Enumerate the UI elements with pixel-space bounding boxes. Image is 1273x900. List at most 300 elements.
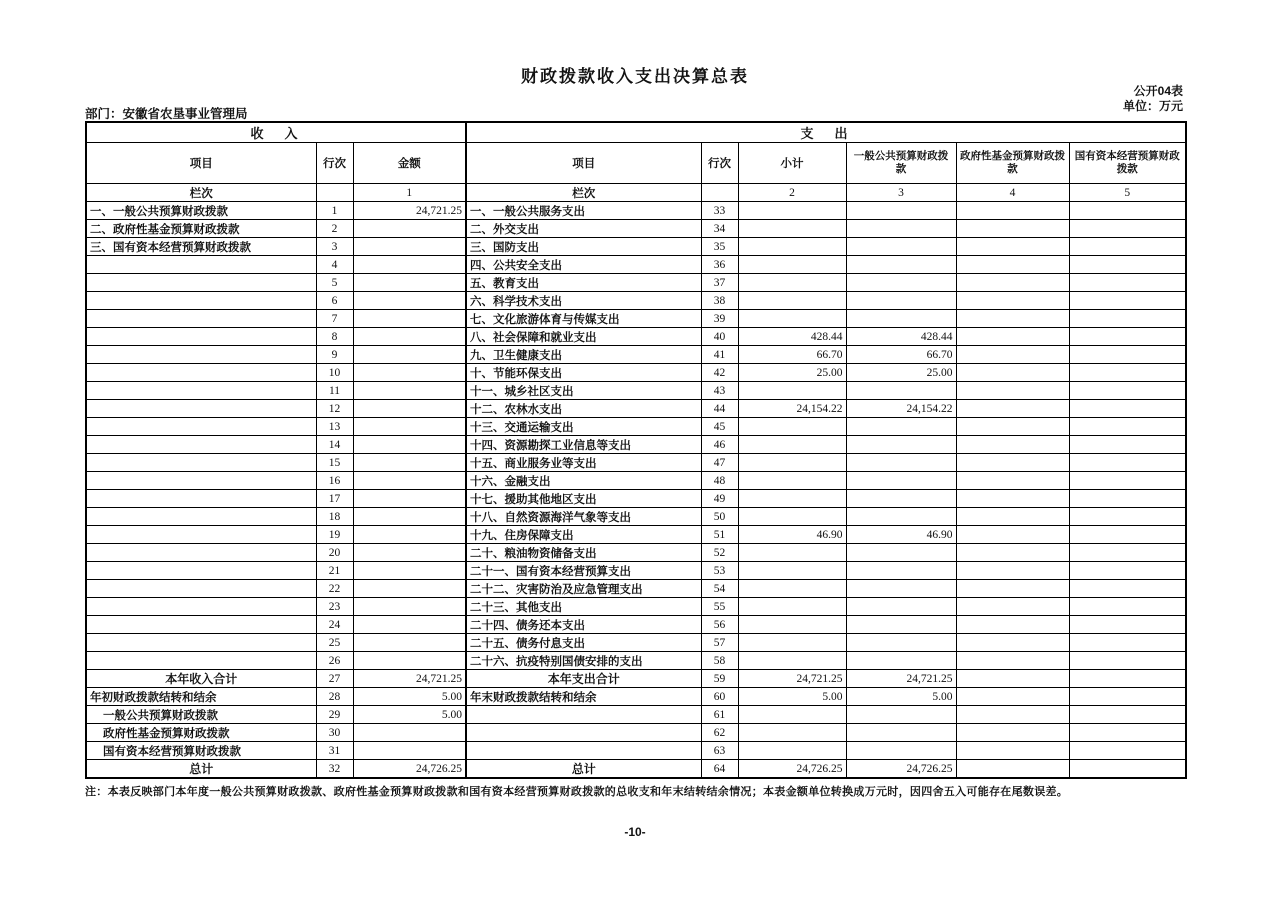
income-amount-cell xyxy=(353,310,466,328)
expense-line-cell: 46 xyxy=(701,436,738,454)
expense-capital-cell xyxy=(1069,580,1186,598)
income-amount-cell xyxy=(353,328,466,346)
expense-fund-cell xyxy=(956,724,1069,742)
income-item-cell xyxy=(86,490,316,508)
table-row xyxy=(86,544,1186,562)
income-amount-cell xyxy=(353,508,466,526)
expense-capital-cell xyxy=(1069,562,1186,580)
income-line-cell: 14 xyxy=(316,436,353,454)
page-content xyxy=(85,0,1185,900)
expense-capital-cell xyxy=(1069,274,1186,292)
expense-fund-cell xyxy=(956,598,1069,616)
expense-fund-cell xyxy=(956,742,1069,760)
expense-general-cell xyxy=(846,724,956,742)
table-row xyxy=(86,562,1186,580)
expense-subtotal-cell xyxy=(738,274,846,292)
expense-item-cell: 二十四、债务还本支出 xyxy=(466,616,701,634)
income-amount-cell: 5.00 xyxy=(353,688,466,706)
expense-fund-cell xyxy=(956,688,1069,706)
expense-fund-cell xyxy=(956,670,1069,688)
income-item-cell xyxy=(86,328,316,346)
expense-line-cell: 44 xyxy=(701,400,738,418)
expense-item-cell: 十七、援助其他地区支出 xyxy=(466,490,701,508)
income-amount-cell xyxy=(353,364,466,382)
expense-general-cell xyxy=(846,634,956,652)
expense-subtotal-cell xyxy=(738,292,846,310)
expense-subtotal-cell: 24,721.25 xyxy=(738,670,846,688)
expense-line-cell: 43 xyxy=(701,382,738,400)
table-row xyxy=(86,400,1186,418)
form-number: 公开04表 xyxy=(1133,84,1183,98)
income-line-cell: 22 xyxy=(316,580,353,598)
income-item-cell xyxy=(86,508,316,526)
expense-general-cell xyxy=(846,706,956,724)
expense-capital-cell xyxy=(1069,760,1186,779)
expense-item-cell: 五、教育支出 xyxy=(466,274,701,292)
income-item-cell: 年初财政拨款结转和结余 xyxy=(86,688,316,706)
income-item-cell: 三、国有资本经营预算财政拨款 xyxy=(86,238,316,256)
income-amount-cell xyxy=(353,742,466,760)
expense-fund-cell xyxy=(956,472,1069,490)
expense-line-cell: 40 xyxy=(701,328,738,346)
expense-capital-cell xyxy=(1069,292,1186,310)
expense-subtotal-cell xyxy=(738,490,846,508)
expense-capital-cell xyxy=(1069,598,1186,616)
column-header-row xyxy=(86,143,1186,184)
expense-index-3: 3 xyxy=(846,184,956,202)
income-line-cell: 10 xyxy=(316,364,353,382)
expense-fund-cell xyxy=(956,634,1069,652)
income-line-cell: 17 xyxy=(316,490,353,508)
expense-index-4: 4 xyxy=(956,184,1069,202)
expense-index-line-blank xyxy=(701,184,738,202)
table-row xyxy=(86,310,1186,328)
expense-line-cell: 48 xyxy=(701,472,738,490)
footnote: 注：本表反映部门本年度一般公共预算财政拨款、政府性基金预算财政拨款和国有资本经营预算财政拨款的总收支和年末结转结余情况；本表金额单位转换成万元时，因四舍五入可能存在尾数误差。 xyxy=(85,786,1069,798)
expense-fund-cell xyxy=(956,292,1069,310)
expense-fund-cell xyxy=(956,652,1069,670)
table-body xyxy=(86,202,1186,779)
income-item-cell xyxy=(86,562,316,580)
income-item-cell xyxy=(86,364,316,382)
expense-item-cell: 二十一、国有资本经营预算支出 xyxy=(466,562,701,580)
expense-item-cell: 二十三、其他支出 xyxy=(466,598,701,616)
expense-general-cell: 24,726.25 xyxy=(846,760,956,779)
expense-capital-header: 国有资本经营预算财政拨款 xyxy=(1069,143,1186,184)
expense-fund-cell xyxy=(956,328,1069,346)
expense-item-cell: 十六、金融支出 xyxy=(466,472,701,490)
expense-capital-cell xyxy=(1069,724,1186,742)
income-amount-cell xyxy=(353,562,466,580)
expense-index-2: 2 xyxy=(738,184,846,202)
expense-line-cell: 47 xyxy=(701,454,738,472)
income-amount-cell xyxy=(353,400,466,418)
expense-line-cell: 37 xyxy=(701,274,738,292)
table-row xyxy=(86,616,1186,634)
expense-subtotal-cell xyxy=(738,706,846,724)
table-row xyxy=(86,670,1186,688)
expense-item-cell: 六、科学技术支出 xyxy=(466,292,701,310)
expense-general-cell: 66.70 xyxy=(846,346,956,364)
table-row xyxy=(86,328,1186,346)
expense-general-cell: 25.00 xyxy=(846,364,956,382)
page-title: 财政拨款收入支出决算总表 xyxy=(521,67,749,86)
expense-general-cell xyxy=(846,544,956,562)
expense-capital-cell xyxy=(1069,634,1186,652)
expense-general-cell: 24,721.25 xyxy=(846,670,956,688)
expense-general-cell xyxy=(846,508,956,526)
table-row xyxy=(86,382,1186,400)
expense-capital-cell xyxy=(1069,490,1186,508)
expense-subtotal-cell xyxy=(738,256,846,274)
expense-subtotal-cell xyxy=(738,598,846,616)
expense-general-cell xyxy=(846,382,956,400)
income-amount-cell xyxy=(353,346,466,364)
table-row xyxy=(86,292,1186,310)
expense-capital-cell xyxy=(1069,472,1186,490)
income-line-cell: 30 xyxy=(316,724,353,742)
table-row xyxy=(86,202,1186,220)
expense-line-cell: 38 xyxy=(701,292,738,310)
expense-line-cell: 36 xyxy=(701,256,738,274)
table-row xyxy=(86,724,1186,742)
income-amount-cell xyxy=(353,490,466,508)
expense-item-header: 项目 xyxy=(466,143,701,184)
expense-item-cell: 二十二、灾害防治及应急管理支出 xyxy=(466,580,701,598)
expense-line-cell: 39 xyxy=(701,310,738,328)
expense-general-cell xyxy=(846,472,956,490)
expense-subtotal-cell: 66.70 xyxy=(738,346,846,364)
expense-line-cell: 61 xyxy=(701,706,738,724)
expense-subtotal-cell xyxy=(738,418,846,436)
income-item-cell xyxy=(86,346,316,364)
table-row xyxy=(86,256,1186,274)
expense-fund-cell xyxy=(956,310,1069,328)
expense-capital-cell xyxy=(1069,508,1186,526)
income-line-cell: 4 xyxy=(316,256,353,274)
expense-capital-cell xyxy=(1069,526,1186,544)
table-row xyxy=(86,508,1186,526)
expense-fund-cell xyxy=(956,220,1069,238)
income-amount-cell xyxy=(353,580,466,598)
expense-line-cell: 45 xyxy=(701,418,738,436)
income-item-cell: 总计 xyxy=(86,760,316,779)
income-item-cell xyxy=(86,256,316,274)
table-row xyxy=(86,436,1186,454)
income-amount-cell xyxy=(353,256,466,274)
expense-subtotal-cell xyxy=(738,652,846,670)
expense-subtotal-header: 小计 xyxy=(738,143,846,184)
expense-capital-cell xyxy=(1069,454,1186,472)
expense-capital-cell xyxy=(1069,544,1186,562)
income-item-cell xyxy=(86,652,316,670)
expense-item-cell: 十八、自然资源海洋气象等支出 xyxy=(466,508,701,526)
expense-capital-cell xyxy=(1069,382,1186,400)
expense-subtotal-cell xyxy=(738,544,846,562)
expense-general-cell xyxy=(846,310,956,328)
column-index-row xyxy=(86,184,1186,202)
expense-general-cell xyxy=(846,256,956,274)
expense-line-cell: 64 xyxy=(701,760,738,779)
expense-subtotal-cell xyxy=(738,238,846,256)
income-line-cell: 23 xyxy=(316,598,353,616)
expense-line-cell: 57 xyxy=(701,634,738,652)
expense-line-cell: 62 xyxy=(701,724,738,742)
expense-capital-cell xyxy=(1069,220,1186,238)
income-item-cell xyxy=(86,436,316,454)
income-line-header: 行次 xyxy=(316,143,353,184)
income-amount-cell xyxy=(353,526,466,544)
table-row xyxy=(86,652,1186,670)
income-line-cell: 32 xyxy=(316,760,353,779)
table-row xyxy=(86,598,1186,616)
expense-line-cell: 58 xyxy=(701,652,738,670)
expense-item-cell: 三、国防支出 xyxy=(466,238,701,256)
expense-general-cell xyxy=(846,490,956,508)
table-row xyxy=(86,634,1186,652)
expense-line-cell: 50 xyxy=(701,508,738,526)
income-item-cell xyxy=(86,400,316,418)
income-item-cell xyxy=(86,418,316,436)
table-row xyxy=(86,418,1186,436)
expense-item-cell: 年末财政拨款结转和结余 xyxy=(466,688,701,706)
income-amount-cell xyxy=(353,634,466,652)
expense-capital-cell xyxy=(1069,688,1186,706)
expense-fund-cell xyxy=(956,256,1069,274)
expense-general-cell xyxy=(846,598,956,616)
expense-line-cell: 55 xyxy=(701,598,738,616)
income-item-cell xyxy=(86,580,316,598)
income-line-cell: 18 xyxy=(316,508,353,526)
expense-subtotal-cell xyxy=(738,202,846,220)
table-row xyxy=(86,688,1186,706)
income-line-cell: 5 xyxy=(316,274,353,292)
table-row xyxy=(86,346,1186,364)
table-row xyxy=(86,274,1186,292)
income-amount-cell xyxy=(353,598,466,616)
expense-item-cell: 二十、粮油物资储备支出 xyxy=(466,544,701,562)
income-amount-cell xyxy=(353,544,466,562)
income-line-cell: 7 xyxy=(316,310,353,328)
income-amount-cell: 24,721.25 xyxy=(353,202,466,220)
expense-item-cell: 一、一般公共服务支出 xyxy=(466,202,701,220)
expense-line-cell: 56 xyxy=(701,616,738,634)
income-item-cell: 一般公共预算财政拨款 xyxy=(86,706,316,724)
expense-capital-cell xyxy=(1069,418,1186,436)
expense-capital-cell xyxy=(1069,256,1186,274)
expense-fund-cell xyxy=(956,346,1069,364)
income-amount-cell xyxy=(353,472,466,490)
expense-line-cell: 53 xyxy=(701,562,738,580)
section-header-row xyxy=(86,122,1186,143)
expense-capital-cell xyxy=(1069,616,1186,634)
expense-line-header: 行次 xyxy=(701,143,738,184)
expense-fund-cell xyxy=(956,544,1069,562)
expense-item-cell: 四、公共安全支出 xyxy=(466,256,701,274)
expense-item-cell: 十四、资源勘探工业信息等支出 xyxy=(466,436,701,454)
income-item-header: 项目 xyxy=(86,143,316,184)
expense-fund-cell xyxy=(956,580,1069,598)
income-line-cell: 27 xyxy=(316,670,353,688)
income-line-cell: 25 xyxy=(316,634,353,652)
expense-line-cell: 42 xyxy=(701,364,738,382)
expense-capital-cell xyxy=(1069,652,1186,670)
expense-subtotal-cell xyxy=(738,508,846,526)
expense-subtotal-cell xyxy=(738,616,846,634)
income-item-cell: 本年收入合计 xyxy=(86,670,316,688)
expense-general-cell xyxy=(846,202,956,220)
income-index-label: 栏次 xyxy=(86,184,316,202)
expense-subtotal-cell xyxy=(738,472,846,490)
expense-subtotal-cell: 24,726.25 xyxy=(738,760,846,779)
income-item-cell xyxy=(86,616,316,634)
income-amount-cell xyxy=(353,292,466,310)
expense-line-cell: 60 xyxy=(701,688,738,706)
income-amount-cell xyxy=(353,724,466,742)
expense-line-cell: 63 xyxy=(701,742,738,760)
table-row xyxy=(86,472,1186,490)
expense-general-cell xyxy=(846,562,956,580)
expense-fund-cell xyxy=(956,202,1069,220)
expense-capital-cell xyxy=(1069,310,1186,328)
expense-line-cell: 54 xyxy=(701,580,738,598)
expense-subtotal-cell: 428.44 xyxy=(738,328,846,346)
income-line-cell: 6 xyxy=(316,292,353,310)
income-line-cell: 21 xyxy=(316,562,353,580)
expense-subtotal-cell xyxy=(738,562,846,580)
expense-item-cell: 十一、城乡社区支出 xyxy=(466,382,701,400)
expense-subtotal-cell xyxy=(738,310,846,328)
income-amount-cell: 24,726.25 xyxy=(353,760,466,779)
income-item-cell xyxy=(86,454,316,472)
income-amount-cell xyxy=(353,454,466,472)
expense-capital-cell xyxy=(1069,328,1186,346)
income-item-cell xyxy=(86,382,316,400)
expense-line-cell: 34 xyxy=(701,220,738,238)
expense-item-cell xyxy=(466,706,701,724)
income-line-cell: 16 xyxy=(316,472,353,490)
expense-index-5: 5 xyxy=(1069,184,1186,202)
expense-subtotal-cell: 46.90 xyxy=(738,526,846,544)
expense-item-cell: 十五、商业服务业等支出 xyxy=(466,454,701,472)
expense-general-cell xyxy=(846,220,956,238)
expense-fund-cell xyxy=(956,760,1069,779)
table-row xyxy=(86,526,1186,544)
expense-subtotal-cell xyxy=(738,724,846,742)
income-line-cell: 1 xyxy=(316,202,353,220)
expense-capital-cell xyxy=(1069,706,1186,724)
expense-subtotal-cell xyxy=(738,220,846,238)
income-amount-cell: 24,721.25 xyxy=(353,670,466,688)
income-item-cell xyxy=(86,634,316,652)
income-item-cell: 国有资本经营预算财政拨款 xyxy=(86,742,316,760)
income-line-cell: 19 xyxy=(316,526,353,544)
expense-fund-cell xyxy=(956,490,1069,508)
expense-item-cell: 二十五、债务付息支出 xyxy=(466,634,701,652)
income-amount-cell: 5.00 xyxy=(353,706,466,724)
income-item-cell xyxy=(86,598,316,616)
expense-fund-cell xyxy=(956,562,1069,580)
income-amount-cell xyxy=(353,418,466,436)
expense-subtotal-cell xyxy=(738,580,846,598)
expense-general-cell xyxy=(846,652,956,670)
income-item-cell xyxy=(86,544,316,562)
expense-fund-cell xyxy=(956,400,1069,418)
expense-fund-cell xyxy=(956,418,1069,436)
expense-line-cell: 51 xyxy=(701,526,738,544)
expense-general-cell xyxy=(846,436,956,454)
income-line-cell: 29 xyxy=(316,706,353,724)
expense-line-cell: 49 xyxy=(701,490,738,508)
table-row xyxy=(86,706,1186,724)
table-row xyxy=(86,760,1186,779)
income-amount-cell xyxy=(353,220,466,238)
expense-capital-cell xyxy=(1069,742,1186,760)
expense-item-cell xyxy=(466,742,701,760)
income-amount-cell xyxy=(353,616,466,634)
expense-subtotal-cell xyxy=(738,436,846,454)
income-amount-cell xyxy=(353,382,466,400)
income-item-cell: 二、政府性基金预算财政拨款 xyxy=(86,220,316,238)
expense-fund-cell xyxy=(956,382,1069,400)
income-item-cell xyxy=(86,292,316,310)
income-line-cell: 11 xyxy=(316,382,353,400)
department-label: 部门：安徽省农垦事业管理局 xyxy=(85,107,248,121)
expense-general-cell xyxy=(846,454,956,472)
table-row xyxy=(86,238,1186,256)
income-line-cell: 28 xyxy=(316,688,353,706)
expense-item-cell: 二、外交支出 xyxy=(466,220,701,238)
income-line-cell: 12 xyxy=(316,400,353,418)
expense-general-cell xyxy=(846,742,956,760)
income-line-cell: 8 xyxy=(316,328,353,346)
expense-line-cell: 52 xyxy=(701,544,738,562)
table-row xyxy=(86,490,1186,508)
expense-general-cell: 428.44 xyxy=(846,328,956,346)
expense-fund-cell xyxy=(956,616,1069,634)
expense-subtotal-cell xyxy=(738,742,846,760)
income-index-line-blank xyxy=(316,184,353,202)
budget-table xyxy=(85,121,1187,779)
expense-general-header: 一般公共预算财政拨款 xyxy=(846,143,956,184)
expense-subtotal-cell xyxy=(738,382,846,400)
table-row xyxy=(86,742,1186,760)
table-row xyxy=(86,454,1186,472)
income-line-cell: 13 xyxy=(316,418,353,436)
expense-general-cell: 5.00 xyxy=(846,688,956,706)
expense-item-cell: 十、节能环保支出 xyxy=(466,364,701,382)
expense-line-cell: 59 xyxy=(701,670,738,688)
expense-item-cell: 八、社会保障和就业支出 xyxy=(466,328,701,346)
expense-subtotal-cell: 24,154.22 xyxy=(738,400,846,418)
expense-fund-cell xyxy=(956,526,1069,544)
income-line-cell: 20 xyxy=(316,544,353,562)
expense-section-header: 支 出 xyxy=(466,122,1186,143)
income-line-cell: 31 xyxy=(316,742,353,760)
expense-item-cell: 本年支出合计 xyxy=(466,670,701,688)
expense-fund-cell xyxy=(956,508,1069,526)
expense-item-cell: 二十六、抗疫特别国债安排的支出 xyxy=(466,652,701,670)
expense-capital-cell xyxy=(1069,400,1186,418)
income-line-cell: 2 xyxy=(316,220,353,238)
expense-item-cell: 十二、农林水支出 xyxy=(466,400,701,418)
income-line-cell: 26 xyxy=(316,652,353,670)
income-index-1: 1 xyxy=(353,184,466,202)
expense-item-cell: 十三、交通运输支出 xyxy=(466,418,701,436)
expense-subtotal-cell xyxy=(738,634,846,652)
expense-item-cell: 七、文化旅游体育与传媒支出 xyxy=(466,310,701,328)
expense-fund-header: 政府性基金预算财政拨款 xyxy=(956,143,1069,184)
